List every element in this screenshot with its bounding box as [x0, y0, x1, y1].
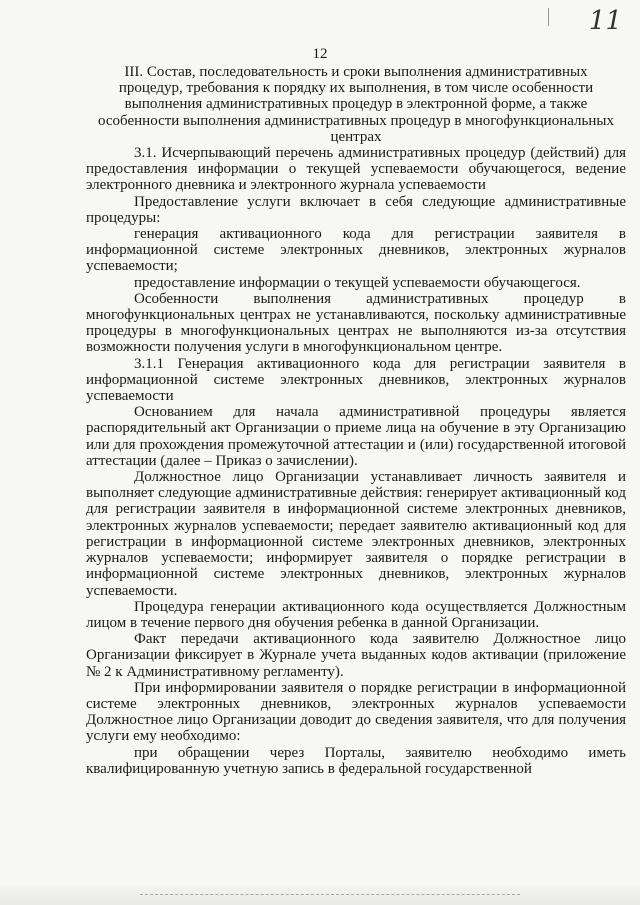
paragraph-3-1-1: 3.1.1 Генерация активационного кода для регистрации заявителя в информационной системе электронных дневников, электронных журналов успеваемости [86, 355, 626, 405]
heading-line: выполнения административных процедур в электронной форме, а также [124, 96, 588, 113]
heading-line: III. Состав, последовательность и сроки выполнения административных [124, 64, 588, 80]
paragraph-official-actions: Должностное лицо Организации устанавливает личность заявителя и выполняет следующие административные действия: генерирует активационный код для регистрации заявителя в информационной системе электронных дневников, электронных журналов успеваемости; передает заявителю активационный код для регистрации в информационной системе электронных дневников, электронных журналов успеваемости; информирует заявителя о порядке регистрации в информационной системе электронных дневников, электронных журналов успеваемости. [86, 469, 626, 599]
heading-line: процедур, требования к порядку их выполнения, в том числе особенности [118, 80, 594, 97]
paragraph-mfc-features: Особенности выполнения административных процедур в многофункциональных центрах не устанавливаются, поскольку административные процедуры в многофункциональных центрах не выполняются из-за отсутствия возможности получения услуги в многофункциональном центре. [86, 290, 626, 356]
paragraph-3-1: 3.1. Исчерпывающий перечень административных процедур (действий) для предоставления информации о текущей успеваемости обучающегося, ведение электронного дневника и электронного журнала успеваемости [86, 145, 626, 194]
heading-line: центрах [330, 128, 382, 145]
handwritten-page-mark: 11 [588, 6, 622, 36]
paragraph-procedure-timing: Процедура генерации активационного кода осуществляется Должностным лицом в течение первого дня обучения ребенка в данной Организации. [86, 598, 626, 631]
section-heading [86, 64, 626, 145]
paragraph-code-transfer: Факт передачи активационного кода заявителю Должностное лицо Организации фиксирует в Журнале учета выданных кодов активации (приложение № 2 к Административному регламенту). [86, 631, 626, 680]
list-item-progress-info: предоставление информации о текущей успеваемости обучающегося. [134, 274, 581, 291]
paragraph-grounds: Основанием для начала административной процедуры является распорядительный акт Организации о приеме лица на обучение в эту Организацию или для прохождения промежуточной аттестации и (или) государственной итоговой аттестации (далее – Приказ о зачислении). [86, 404, 626, 469]
document-body [86, 64, 626, 777]
paragraph-service-includes: Предоставление услуги включает в себя следующие административные процедуры: [86, 193, 626, 226]
heading-line: особенности выполнения административных процедур в многофункциональных [98, 112, 614, 129]
page-number: 12 [312, 46, 328, 62]
paragraph-informing: При информировании заявителя о порядке регистрации в информационной системе электронных дневников, электронных журналов успеваемости Должностное лицо Организации доводит до сведения заявителя, что для получения услуги ему необходимо: [86, 679, 626, 745]
list-item-code-generation: генерация активационного кода для регистрации заявителя в информационной системе электронных дневников, электронных журналов успеваемости; [86, 226, 626, 275]
scan-bottom-edge [0, 885, 640, 905]
scan-mark [548, 8, 549, 26]
paragraph-portals: при обращении через Порталы, заявителю необходимо иметь квалифицированную учетную запись в федеральной государственной [86, 744, 626, 777]
